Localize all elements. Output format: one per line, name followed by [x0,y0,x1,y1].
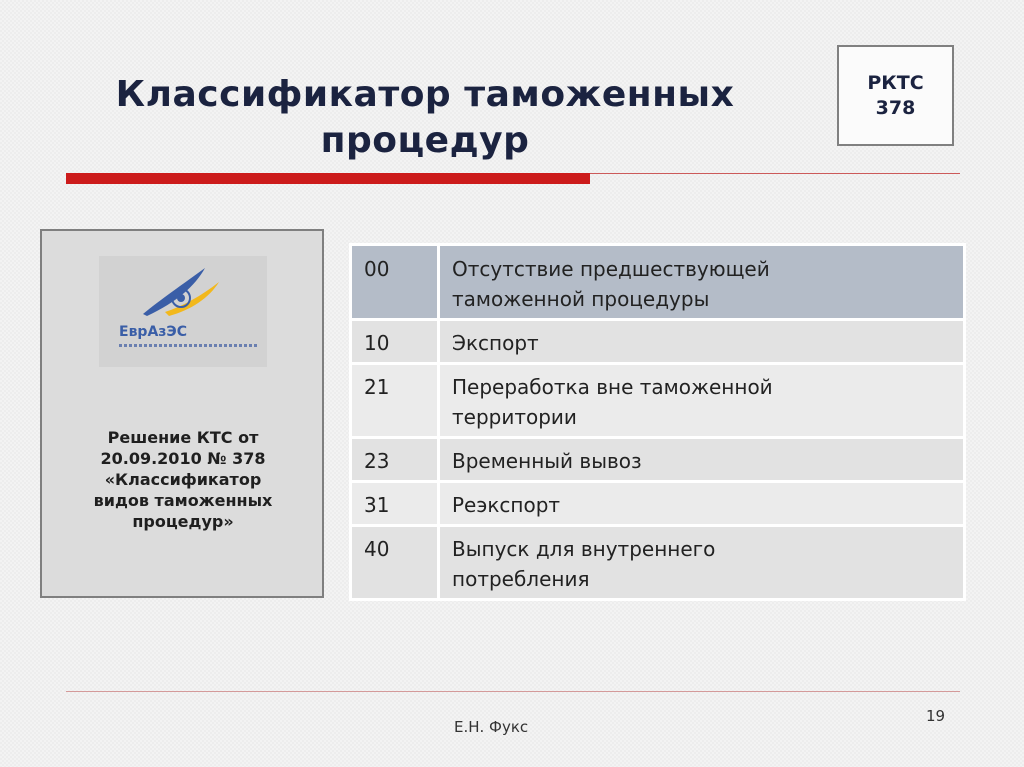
procedures-table [349,243,966,601]
code-badge-label: РКТС [867,71,924,94]
procedure-name [439,438,965,482]
logo-subtitle [119,344,259,347]
decision-text-line-4: видов таможенных [93,491,273,510]
decision-panel [40,229,324,598]
decision-text-line-2: 20.09.2010 № 378 [100,449,266,468]
procedure-name [439,482,965,526]
decision-text-line-3: «Классификатор [104,470,262,489]
decision-text-line-1: Решение КТС от [107,428,259,447]
footer-author: Е.Н. Фукс [454,718,529,736]
table-row [351,526,965,600]
procedure-name-line: Временный вывоз [452,449,642,473]
procedure-name-line: территории [452,405,577,429]
procedure-name-line: Отсутствие предшествующей [452,257,770,281]
procedure-name-line: таможенной процедуры [452,287,710,311]
decision-text [58,427,308,532]
procedure-name-line: Выпуск для внутреннего [452,537,716,561]
slide-title [60,72,790,164]
procedure-name-line: Реэкспорт [452,493,561,517]
evrazes-logo-icon [135,262,225,322]
title-accent-bar [66,173,590,184]
procedure-name [439,320,965,364]
evrazes-logo [99,256,267,367]
procedure-code: 00 [351,245,439,320]
procedure-name [439,245,965,320]
title-divider-line [590,173,960,174]
procedure-code: 31 [351,482,439,526]
logo-name: ЕврАзЭС [119,324,187,340]
procedure-name [439,364,965,438]
decision-text-line-5: процедур» [132,512,234,531]
table-row [351,245,965,320]
procedure-code: 40 [351,526,439,600]
table-row [351,482,965,526]
footer-divider-line [66,691,960,692]
procedure-code: 10 [351,320,439,364]
table-row [351,320,965,364]
page-number: 19 [926,707,946,725]
procedure-name [439,526,965,600]
table-row [351,438,965,482]
slide-title-line-2: процедур [320,120,530,161]
table-row [351,364,965,438]
code-badge-number: 378 [875,96,916,119]
procedure-code: 21 [351,364,439,438]
slide-title-line-1: Классификатор таможенных [115,74,735,115]
procedure-code: 23 [351,438,439,482]
procedure-name-line: потребления [452,567,590,591]
procedure-name-line: Переработка вне таможенной [452,375,773,399]
procedure-name-line: Экспорт [452,331,539,355]
code-badge [837,45,954,146]
